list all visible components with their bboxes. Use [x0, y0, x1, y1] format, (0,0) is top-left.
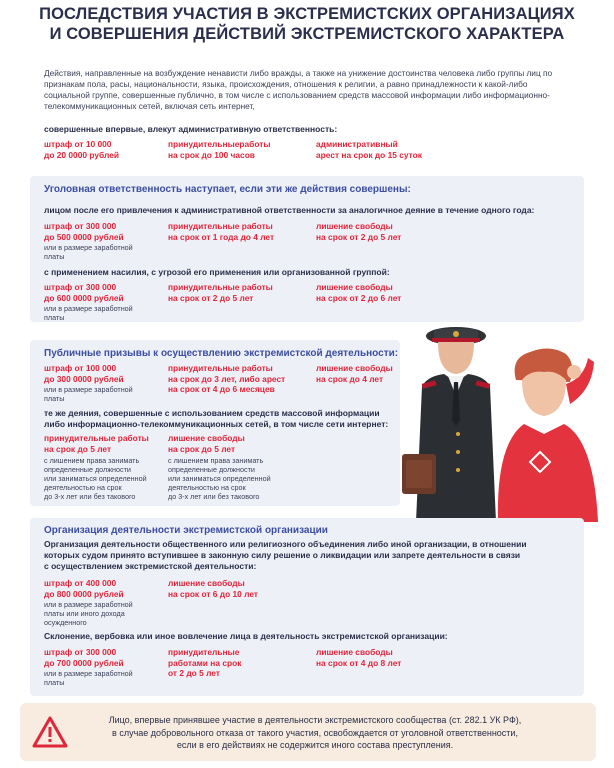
- intro-penalty-work: принудительныеработы на срок до 100 часов: [168, 139, 271, 160]
- title-line-1: ПОСЛЕДСТВИЯ УЧАСТИЯ В ЭКСТРЕМИСТСКИХ ОРГАНИЗАЦИЯХ: [39, 5, 575, 23]
- case1-fine-note: или в размере заработной платы: [44, 243, 133, 261]
- page-title: [0, 4, 614, 44]
- public-media-lead: те же деяния, совершенные с использованием средств массовой информации либо информационно-телекоммуникационных сетей, в том числе сети интернет:: [44, 408, 389, 429]
- public-penalty-prison: лишение свободы на срок до 4 лет: [316, 363, 393, 384]
- intro-penalty-arrest: административный арест на срок до 15 суток: [316, 139, 422, 160]
- case2-penalty-fine: штраф от 300 000 до 600 0000 рублей: [44, 282, 124, 303]
- org-penalty-prison: лишение свободы на срок от 6 до 10 лет: [168, 578, 259, 599]
- case1-penalty-prison: лишение свободы на срок от 2 до 5 лет: [316, 221, 402, 242]
- media-penalty-work: принудительные работы на срок до 5 лет: [44, 433, 149, 454]
- recruit-penalty-work: принудительные работами на срок от 2 до 5 лет: [168, 647, 242, 678]
- warning-triangle-icon: [32, 716, 68, 748]
- officer-figure: [402, 327, 496, 522]
- media-penalty-prison: лишение свободы на срок до 5 лет: [168, 433, 245, 454]
- intro-lead: совершенные впервые, влекут административную ответственность:: [44, 124, 338, 134]
- intro-text: Действия, направленные на возбуждение ненависти либо вражды, а также на унижение достоинства человека либо группы лиц по признакам пола, расы, национальности, языка, происхождения, отношения к религии, а равно принадлежности к какой-либо социальной группе, совершенные публично, в том числе с использованием средств массовой информации либо информационно-телекоммуникационных сетей, включая сеть интернет,: [44, 68, 553, 111]
- case2-penalty-prison: лишение свободы на срок от 2 до 6 лет: [316, 282, 402, 303]
- media-prison-note: с лишением права занимать определенные должности или заниматься определенной деятельностью на срок до 3-х лет или без такового: [168, 456, 271, 501]
- recruit-fine-note: или в размере заработной платы: [44, 669, 133, 687]
- public-calls-title: Публичные призывы к осуществлению экстремистской деятельности:: [44, 348, 399, 359]
- public-penalty-fine: штраф от 100 000 до 300 0000 рублей: [44, 363, 124, 384]
- public-penalty-work: принудительные работы на срок до 3 лет, либо арест на срок от 4 до 6 месяцев: [168, 363, 286, 394]
- case2-penalty-work: принудительные работы на срок от 2 до 5 лет: [168, 282, 273, 303]
- organization-lead: Организация деятельности общественного или религиозного объединения либо иной организации, в отношении которых судом принято вступившее в законную силу решение о ликвидации или запрете деятельности в связи с осуществлением экстремистской деятельности:: [44, 539, 527, 571]
- recruit-lead: Склонение, вербовка или иное вовлечение лица в деятельность экстремистской организации:: [44, 631, 448, 641]
- media-work-note: с лишением права занимать определенные должности или заниматься определенной деятельностью на срок до 3-х лет или без такового: [44, 456, 147, 501]
- warning-text: Лицо, впервые принявшее участие в деятельности экстремистского сообщества (ст. 282.1 УК РФ), в случае добровольного отказа от такого участия, освобождается от уголовной ответственности, если в его действиях не содержится иного состава преступления.: [108, 715, 522, 750]
- title-line-2: И СОВЕРШЕНИЯ ДЕЙСТВИЙ ЭКСТРЕМИСТСКОГО ХАРАКТЕРА: [49, 25, 565, 43]
- criminal-case2-lead: с применением насилия, с угрозой его применения или организованной группой:: [44, 267, 390, 277]
- intro-penalty-fine: штраф от 10 000 до 20 0000 рублей: [44, 139, 120, 160]
- officer-and-youth-illustration: [398, 324, 598, 522]
- case2-fine-note: или в размере заработной платы: [44, 304, 133, 322]
- criminal-section-title: Уголовная ответственность наступает, если эти же действия совершены:: [44, 184, 411, 195]
- recruit-penalty-prison: лишение свободы на срок от 4 до 8 лет: [316, 647, 402, 668]
- criminal-case1-lead: лицом после его привлечения к административной ответственности за аналогичное деяние в течение одного года:: [44, 205, 535, 215]
- org-penalty-fine: штраф от 400 000 до 800 0000 рублей: [44, 578, 124, 599]
- case1-penalty-fine: штраф от 300 000 до 500 0000 рублей: [44, 221, 124, 242]
- public-fine-note: или в размере заработной платы: [44, 385, 133, 403]
- org-fine-note: или в размере заработной платы или иного дохода осужденного: [44, 600, 133, 627]
- recruit-penalty-fine: штраф от 300 000 до 700 0000 рублей: [44, 647, 124, 668]
- case1-penalty-work: принудительные работы на срок от 1 года до 4 лет: [168, 221, 275, 242]
- organization-title: Организация деятельности экстремистской организации: [44, 525, 328, 536]
- youth-figure: [498, 348, 598, 522]
